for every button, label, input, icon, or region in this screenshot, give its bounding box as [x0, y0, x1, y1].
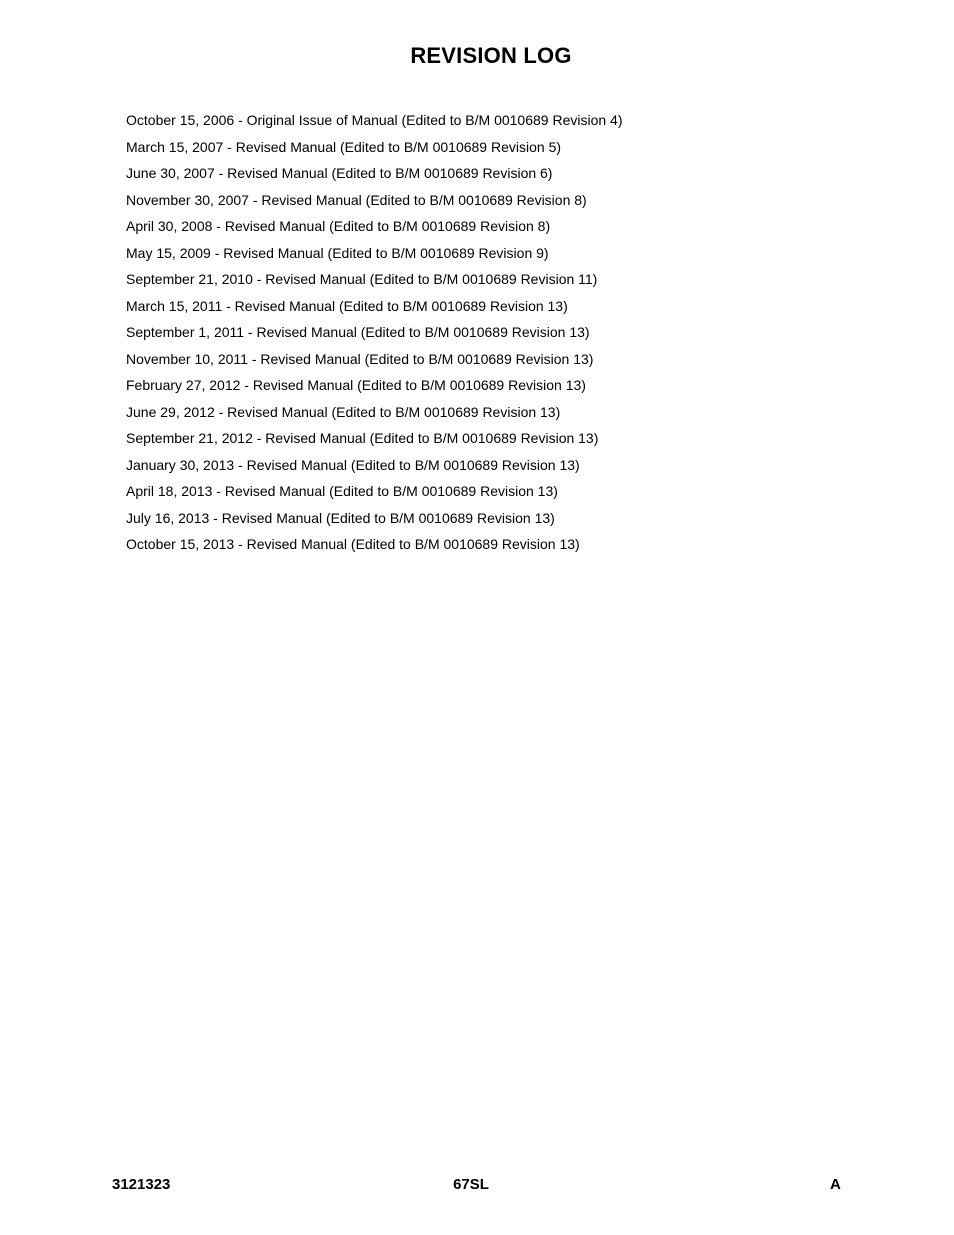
revision-entry: June 29, 2012 - Revised Manual (Edited to B/M 0010689 Revision 13)	[126, 403, 561, 420]
revision-entry: April 18, 2013 - Revised Manual (Edited to B/M 0010689 Revision 13)	[126, 483, 558, 499]
revision-entry: July 16, 2013 - Revised Manual (Edited to B/M 0010689 Revision 13)	[126, 509, 555, 526]
footer-document-number: 3121323	[112, 1176, 171, 1193]
page-title: REVISION LOG	[410, 43, 572, 68]
revision-entry: March 15, 2011 - Revised Manual (Edited to B/M 0010689 Revision 13)	[126, 297, 568, 314]
revision-entry: September 21, 2010 - Revised Manual (Edited to B/M 0010689 Revision 11)	[126, 271, 598, 287]
revision-entry: September 1, 2011 - Revised Manual (Edited to B/M 0010689 Revision 13)	[126, 324, 590, 340]
revision-log-list	[126, 107, 623, 558]
footer-model: 67SL	[453, 1176, 489, 1193]
revision-entry: October 15, 2013 - Revised Manual (Edited to B/M 0010689 Revision 13)	[126, 536, 580, 552]
revision-entry: November 10, 2011 - Revised Manual (Edited to B/M 0010689 Revision 13)	[126, 350, 594, 367]
revision-entry: May 15, 2009 - Revised Manual (Edited to B/M 0010689 Revision 9)	[126, 244, 549, 261]
revision-entry: September 21, 2012 - Revised Manual (Edited to B/M 0010689 Revision 13)	[126, 430, 599, 446]
revision-entry: February 27, 2012 - Revised Manual (Edited to B/M 0010689 Revision 13)	[126, 377, 586, 393]
revision-entry: April 30, 2008 - Revised Manual (Edited to B/M 0010689 Revision 8)	[126, 218, 551, 234]
revision-entry: November 30, 2007 - Revised Manual (Edited to B/M 0010689 Revision 8)	[126, 191, 587, 208]
revision-entry: January 30, 2013 - Revised Manual (Edited to B/M 0010689 Revision 13)	[126, 456, 580, 473]
revision-entry: June 30, 2007 - Revised Manual (Edited to B/M 0010689 Revision 6)	[126, 165, 553, 181]
footer-page-number: A	[830, 1176, 841, 1193]
revision-entry: March 15, 2007 - Revised Manual (Edited to B/M 0010689 Revision 5)	[126, 138, 562, 155]
revision-entry: October 15, 2006 - Original Issue of Manual (Edited to B/M 0010689 Revision 4)	[126, 112, 623, 128]
